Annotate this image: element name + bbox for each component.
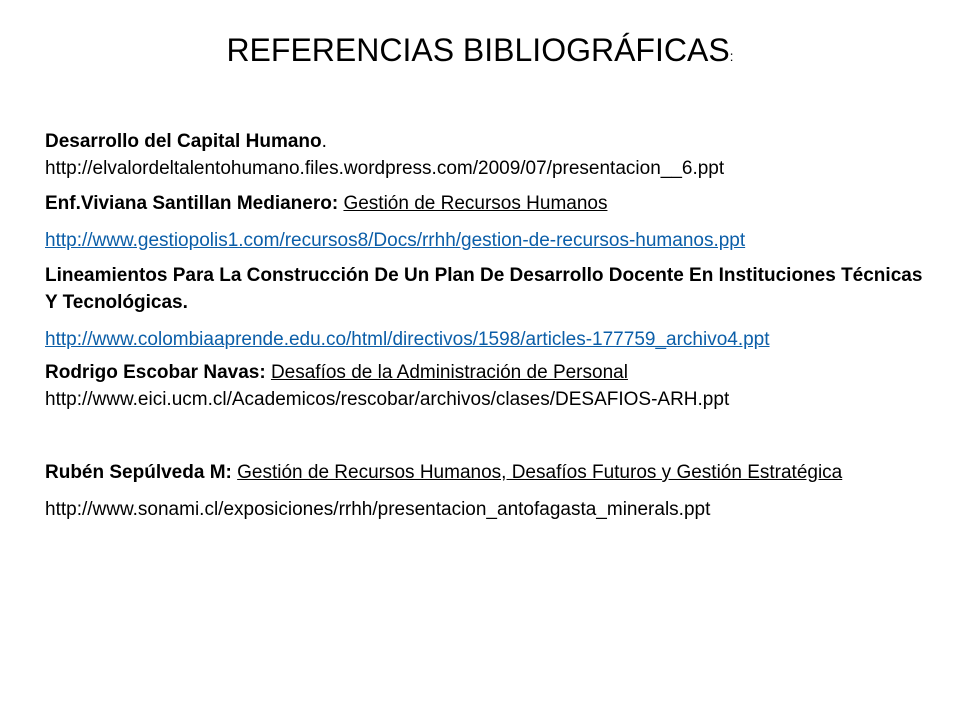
reference-2-work: Gestión de Recursos Humanos bbox=[343, 193, 608, 214]
reference-5-author: Rubén Sepúlveda M: bbox=[45, 462, 232, 483]
slide-title-text: REFERENCIAS BIBLIOGRÁFICAS bbox=[226, 32, 730, 68]
reference-5-url: http://www.sonami.cl/exposiciones/rrhh/presentacion_antofagasta_minerals.ppt bbox=[45, 499, 711, 520]
reference-3-title: Lineamientos Para La Construcción De Un Plan De Desarrollo Docente En Instituciones Técnicas Y Tecnológicas. bbox=[45, 265, 923, 313]
reference-1-period: . bbox=[321, 131, 327, 152]
reference-2 bbox=[45, 190, 925, 217]
reference-2-link[interactable]: http://www.gestiopolis1.com/recursos8/Docs/rrhh/gestion-de-recursos-humanos.ppt bbox=[45, 230, 746, 251]
reference-5 bbox=[45, 459, 925, 486]
slide-title bbox=[0, 30, 960, 76]
slide-title-colon: : bbox=[729, 48, 734, 64]
reference-5-work: Gestión de Recursos Humanos, Desafíos Futuros y Gestión Estratégica bbox=[237, 462, 843, 483]
reference-1 bbox=[45, 128, 925, 182]
reference-2-author: Enf.Viviana Santillan Medianero: bbox=[45, 193, 339, 214]
reference-4 bbox=[45, 359, 925, 413]
reference-1-url: http://elvalordeltalentohumano.files.wordpress.com/2009/07/presentacion__6.ppt bbox=[45, 158, 725, 179]
reference-3-link-paragraph bbox=[45, 326, 925, 353]
reference-4-author: Rodrigo Escobar Navas: bbox=[45, 362, 266, 383]
reference-4-url: http://www.eici.ucm.cl/Academicos/rescobar/archivos/clases/DESAFIOS-ARH.ppt bbox=[45, 389, 730, 410]
reference-4-work: Desafíos de la Administración de Personal bbox=[270, 362, 628, 383]
reference-3-link[interactable]: http://www.colombiaaprende.edu.co/html/directivos/1598/articles-177759_archivo4.ppt bbox=[45, 329, 770, 350]
reference-1-title: Desarrollo del Capital Humano bbox=[45, 131, 322, 152]
reference-2-link-paragraph bbox=[45, 227, 925, 254]
references-list bbox=[45, 128, 925, 523]
